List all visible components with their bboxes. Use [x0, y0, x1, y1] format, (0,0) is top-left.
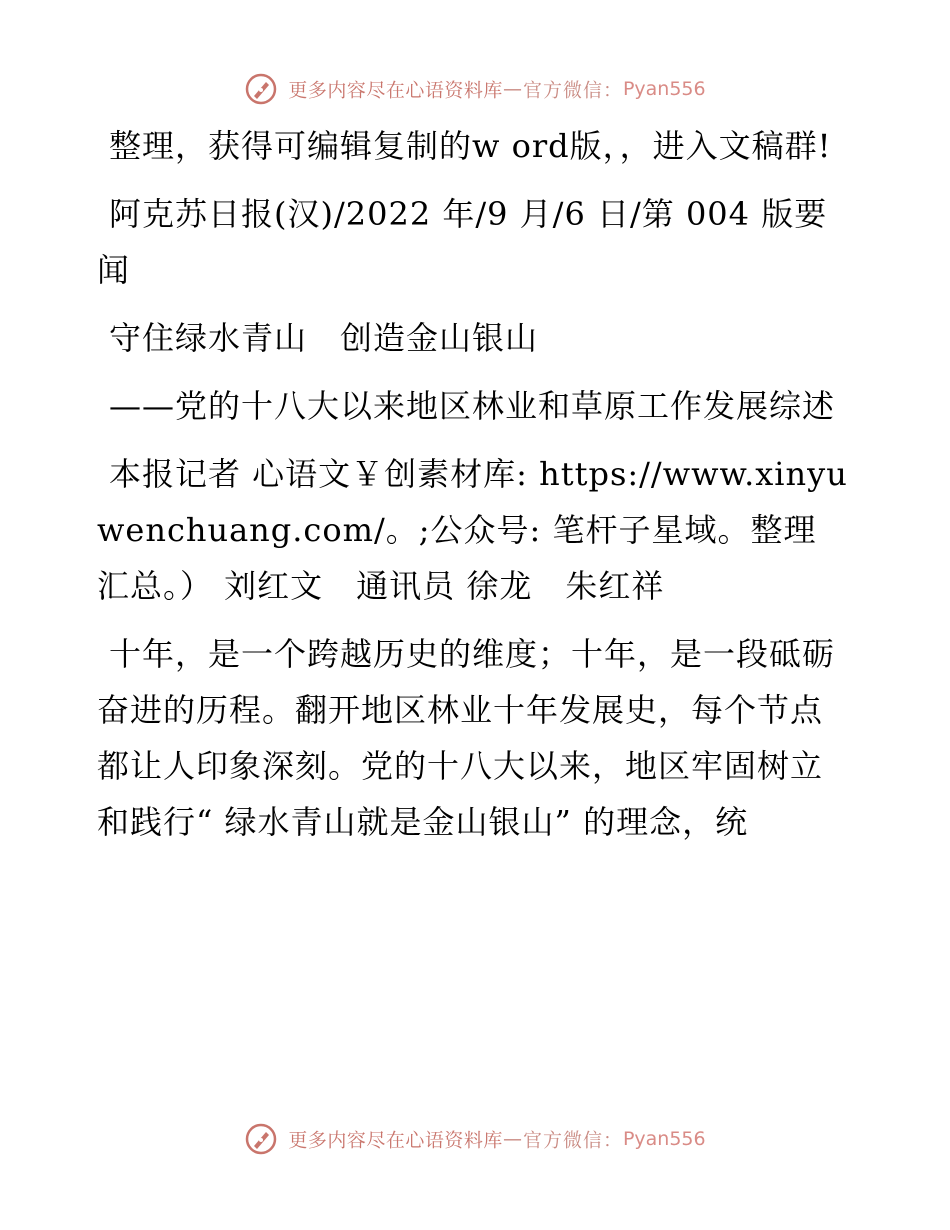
source-line: 阿克苏日报(汉)/2022 年/9 月/6 日/第 004 版要闻	[97, 195, 828, 289]
pen-nib-logo-icon	[244, 1122, 278, 1156]
watermark-text: 更多内容尽在心语资料库	[288, 79, 503, 102]
article-subtitle: ——党的十八大以来地区林业和草原工作发展综述	[109, 387, 836, 425]
pen-nib-logo-icon	[244, 72, 278, 106]
document-body	[97, 118, 849, 850]
watermark-id: Pyan556	[622, 78, 706, 100]
body-paragraph: 十年，是一个跨越历史的维度；十年，是一段砥砺奋进的历程。翻开地区林业十年发展史，每个节点都让人印象深刻。党的十八大以来，地区牢固树立和践行“ 绿水青山就是金山银山” 的理念，统	[97, 635, 836, 841]
article-title: 守住绿水青山 创造金山银山	[109, 319, 539, 357]
watermark-official: 官方微信：	[522, 79, 623, 102]
watermark-dash: —	[502, 1128, 523, 1150]
byline: 本报记者 心语文￥创素材库: https://www.xinyuwenchuang.com/。;公众号: 笔杆子星域。整理汇总。） 刘红文 通讯员 徐龙 朱红祥	[97, 455, 848, 605]
watermark-official: 官方微信：	[522, 1129, 623, 1152]
footer-watermark	[0, 1122, 950, 1156]
watermark-id: Pyan556	[622, 1128, 706, 1150]
intro-paragraph: 整理，获得可编辑复制的w ord版，，进入文稿群!	[109, 127, 832, 165]
watermark-text: 更多内容尽在心语资料库	[288, 1129, 503, 1152]
header-watermark	[0, 72, 950, 106]
watermark-dash: —	[502, 78, 523, 100]
